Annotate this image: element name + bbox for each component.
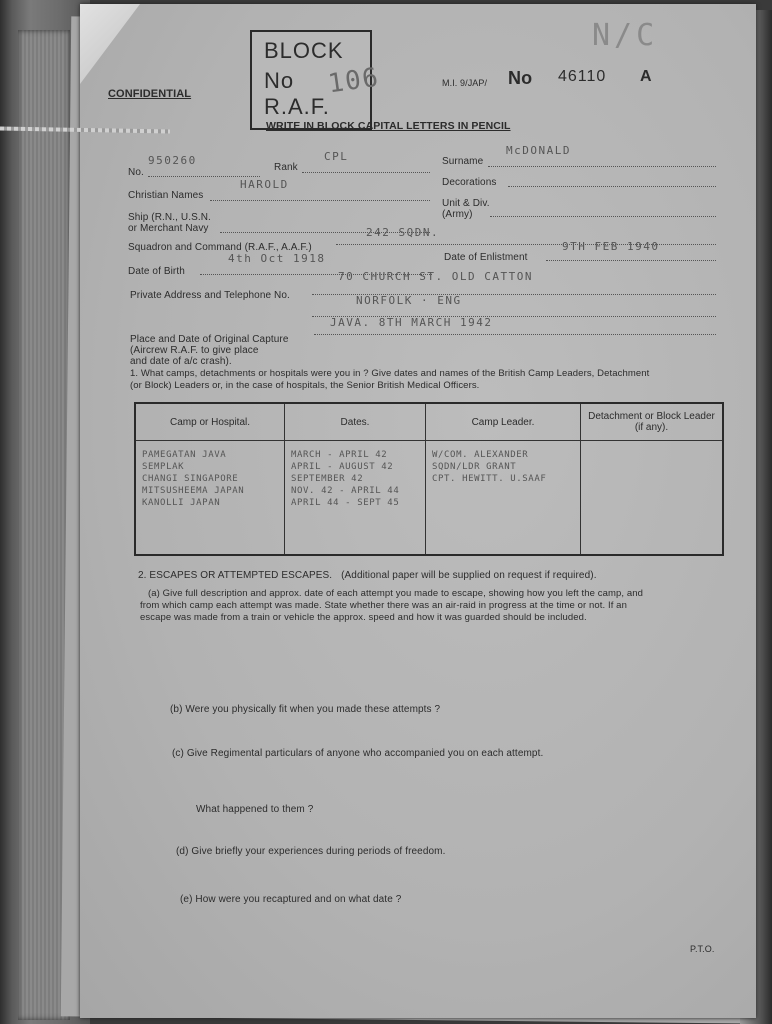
question-1-line1: 1. What camps, detachments or hospitals were you in ? Give dates and names of the British Camp Leaders, Detachment (130, 368, 650, 379)
surname-line (488, 166, 716, 167)
pencil-instruction: WRITE IN BLOCK CAPITAL LETTERS IN PENCIL (266, 120, 511, 132)
table-row (135, 441, 723, 556)
rank-line (302, 172, 430, 173)
enlistment-label: Date of Enlistment (444, 252, 528, 263)
capture-label-line2: (Aircrew R.A.F. to give place (130, 345, 259, 356)
date-entry: SEPTEMBER 42 (291, 474, 364, 484)
rank-label: Rank (274, 162, 298, 173)
detachment-leader-cell (581, 441, 724, 556)
block-raf-label: R.A.F. (264, 94, 330, 119)
question-2c: (c) Give Regimental particulars of anyone who accompanied you on each attempt. (172, 748, 544, 759)
question-2e: (e) How were you recaptured and on what date ? (180, 894, 402, 905)
question-2-heading: 2. ESCAPES OR ATTEMPTED ESCAPES. (138, 570, 333, 581)
ship-label-line2: or Merchant Navy (128, 223, 209, 234)
column-header-camp-leader: Camp Leader. (426, 403, 581, 441)
table-header-row (135, 403, 723, 441)
address-value-line1: 70 CHURCH ST. OLD CATTON (338, 270, 533, 283)
block-label: BLOCK (264, 38, 344, 63)
unit-line (490, 216, 716, 217)
question-2a-line1: (a) Give full description and approx. date of each attempt you made to escape, showing how you left the camp, and (148, 588, 644, 599)
column-header-detachment-leader: Detachment or Block Leader (if any). (581, 403, 724, 441)
unit-label-line1: Unit & Div. (442, 198, 490, 209)
camp-entry: CHANGI SINGAPORE (142, 474, 239, 484)
christian-names-line (210, 200, 430, 201)
camp-leader-cell (426, 441, 581, 556)
dates-cell (285, 441, 426, 556)
enlistment-line (546, 260, 716, 261)
address-value-line2: NORFOLK · ENG (356, 294, 462, 307)
date-of-birth-value: 4th Oct 1918 (228, 252, 326, 265)
question-2a-line2: from which camp each attempt was made. State whether there was an air-raid in progress at the time or not. If an (140, 600, 627, 611)
camp-entry: SEMPLAK (142, 462, 185, 472)
capture-label-line3: and date of a/c crash). (130, 356, 232, 367)
date-entry: MARCH - APRIL 42 (291, 450, 388, 460)
camp-entry: PAMEGATAN JAVA (142, 450, 227, 460)
capture-line (314, 334, 716, 335)
rank-value: CPL (324, 150, 349, 163)
confidential-label: CONFIDENTIAL (108, 88, 192, 100)
capture-value: JAVA. 8TH MARCH 1942 (330, 316, 493, 329)
column-header-camp: Camp or Hospital. (135, 403, 285, 441)
leader-entry: SQDN/LDR GRANT (432, 462, 517, 472)
address-label: Private Address and Telephone No. (130, 290, 290, 301)
camp-cell (135, 441, 285, 556)
christian-names-value: HAROLD (240, 178, 289, 191)
unit-label-line2: (Army) (442, 209, 473, 220)
surname-label: Surname (442, 156, 484, 167)
question-2a-line3: escape was made from a train or vehicle the approx. speed and how it was guarded should be included. (140, 612, 587, 623)
surname-value: McDONALD (506, 144, 571, 157)
squadron-value: 242 SQDN. (366, 226, 440, 239)
block-number-box (250, 30, 382, 130)
camps-table (134, 402, 724, 556)
block-no-label: No (264, 68, 295, 93)
enlistment-value: 9TH FEB 1940 (562, 240, 660, 253)
service-number-value: 950260 (148, 154, 197, 167)
ship-label-line1: Ship (R.N., U.S.N. (128, 212, 211, 223)
form-suffix: A (640, 68, 652, 85)
date-entry: NOV. 42 - APRIL 44 (291, 486, 400, 496)
camp-entry: KANOLLI JAPAN (142, 498, 221, 508)
service-number-label: No. (128, 167, 144, 178)
question-1-line2: (or Block) Leaders or, in the case of hospitals, the Senior British Medical Officers. (130, 380, 480, 391)
form-page (80, 4, 756, 1018)
leader-entry: CPT. HEWITT. U.SAAF (432, 474, 547, 484)
form-number: 46110 (558, 68, 607, 85)
question-2d: (d) Give briefly your experiences during periods of freedom. (176, 846, 446, 857)
question-2c-followup: What happened to them ? (196, 804, 314, 815)
corner-note: N/C (592, 18, 659, 53)
capture-label-line1: Place and Date of Original Capture (130, 334, 289, 345)
date-entry: APRIL - AUGUST 42 (291, 462, 394, 472)
decorations-line (508, 186, 716, 187)
squadron-label: Squadron and Command (R.A.F., A.A.F.) (128, 242, 312, 253)
question-2-note: (Additional paper will be supplied on request if required). (341, 570, 597, 581)
block-handwritten-number: 106 (326, 62, 382, 100)
form-reference: M.I. 9/JAP/ (442, 78, 488, 88)
question-2b: (b) Were you physically fit when you made these attempts ? (170, 704, 441, 715)
date-of-birth-label: Date of Birth (128, 266, 185, 277)
service-number-line (148, 176, 260, 177)
column-header-dates: Dates. (285, 403, 426, 441)
question-2-title (138, 570, 597, 581)
page-turn-note: P.T.O. (690, 944, 715, 954)
decorations-label: Decorations (442, 177, 497, 188)
number-label: No (508, 68, 533, 88)
leader-entry: W/COM. ALEXANDER (432, 450, 529, 460)
camp-entry: MITSUSHEEMA JAPAN (142, 486, 245, 496)
christian-names-label: Christian Names (128, 190, 204, 201)
date-entry: APRIL 44 - SEPT 45 (291, 498, 400, 508)
